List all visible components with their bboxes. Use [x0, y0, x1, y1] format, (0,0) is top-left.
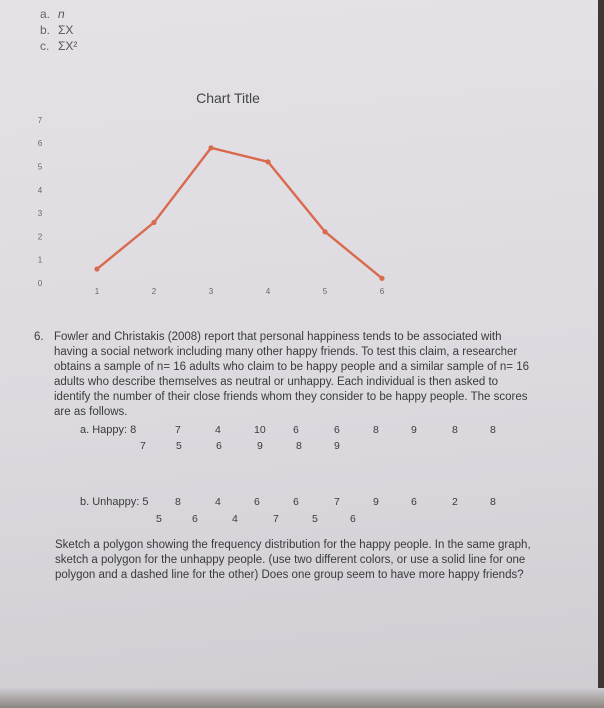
instructions-text: Sketch a polygon showing the frequency distribution for the happy people. In the same graph, sketch a polygon for the unhappy people. (use two different colors, or use a solid line for one polygon and a dashed line for the other) Does one group seem to have more happy friends? — [55, 539, 531, 581]
score-value: 8 — [490, 424, 496, 436]
list-symbol: n — [58, 7, 65, 21]
data-point — [151, 220, 156, 225]
data-point — [208, 145, 213, 150]
list-letter: b. — [40, 23, 51, 37]
x-tick-label: 1 — [94, 287, 100, 296]
list-symbol: ΣX² — [58, 39, 78, 53]
y-tick-label: 7 — [37, 115, 43, 125]
x-axis-ticks — [95, 287, 385, 296]
score-value: 8 — [373, 424, 379, 436]
page-edge-shadow — [598, 0, 604, 708]
y-tick-label: 0 — [37, 279, 43, 288]
list-letter: a. — [40, 7, 51, 21]
data-point — [265, 159, 270, 164]
score-value: 6 — [411, 496, 417, 508]
score-value: 4 — [232, 513, 238, 525]
data-point — [94, 266, 99, 271]
score-value: 8 — [452, 424, 458, 436]
list-symbol: ΣX — [58, 23, 74, 37]
score-value: 4 — [215, 496, 221, 508]
score-value: 5 — [176, 440, 182, 452]
unhappy-label: b. Unhappy: 5 — [80, 496, 149, 508]
score-value: 6 — [293, 424, 299, 436]
score-value: 6 — [293, 496, 299, 508]
chart-title: Chart Title — [196, 90, 260, 106]
question-block — [34, 330, 534, 420]
question-number: 6. — [34, 331, 44, 343]
y-tick-label: 6 — [37, 139, 43, 149]
y-tick-label: 2 — [37, 232, 43, 242]
score-value: 6 — [350, 513, 356, 525]
score-value: 8 — [175, 496, 181, 508]
score-value: 7 — [140, 440, 146, 452]
question-text: Fowler and Christakis (2008) report that personal happiness tends to be associated with having a social network including many other happy friends. To test this claim, a researcher obtains a sample of n= 16 adults who claim to be happy people and a similar sample of n= 16 adults who describe themselves as neutral or unhappy. Each individual is then asked to identify the number of their close friends whom they consider to be happy people. The scores are as follows. — [54, 331, 529, 418]
x-tick-label: 4 — [265, 287, 271, 296]
list-letter: c. — [40, 39, 50, 53]
data-point — [379, 276, 384, 281]
score-value: 8 — [490, 496, 496, 508]
x-tick-label: 6 — [379, 287, 385, 296]
y-tick-label: 5 — [37, 162, 43, 172]
score-value: 4 — [215, 424, 221, 436]
score-value: 6 — [334, 424, 340, 436]
score-value: 2 — [452, 496, 458, 508]
series-line — [97, 148, 382, 278]
score-value: 6 — [216, 440, 222, 452]
score-value: 9 — [257, 440, 263, 452]
score-value: 7 — [334, 496, 340, 508]
y-axis-ticks — [38, 116, 43, 288]
score-value: 6 — [192, 513, 198, 525]
y-tick-label: 4 — [37, 185, 43, 195]
data-point — [322, 229, 327, 234]
x-tick-label: 3 — [208, 287, 214, 296]
line-chart — [0, 0, 598, 320]
score-value: 9 — [334, 440, 340, 452]
score-value: 9 — [411, 424, 417, 436]
score-value: 8 — [296, 440, 302, 452]
series-layer — [94, 145, 384, 281]
x-tick-label: 2 — [151, 287, 157, 296]
desk-surface — [0, 688, 604, 708]
x-tick-label: 5 — [322, 287, 328, 296]
y-tick-label: 3 — [37, 209, 43, 219]
happy-label: a. Happy: 8 — [80, 424, 137, 436]
score-value: 7 — [175, 424, 181, 436]
score-value: 10 — [254, 424, 266, 436]
score-value: 6 — [254, 496, 260, 508]
score-value: 7 — [273, 513, 279, 525]
score-value: 5 — [312, 513, 318, 525]
score-value: 5 — [156, 513, 162, 525]
y-tick-label: 1 — [37, 255, 43, 265]
score-value: 9 — [373, 496, 379, 508]
